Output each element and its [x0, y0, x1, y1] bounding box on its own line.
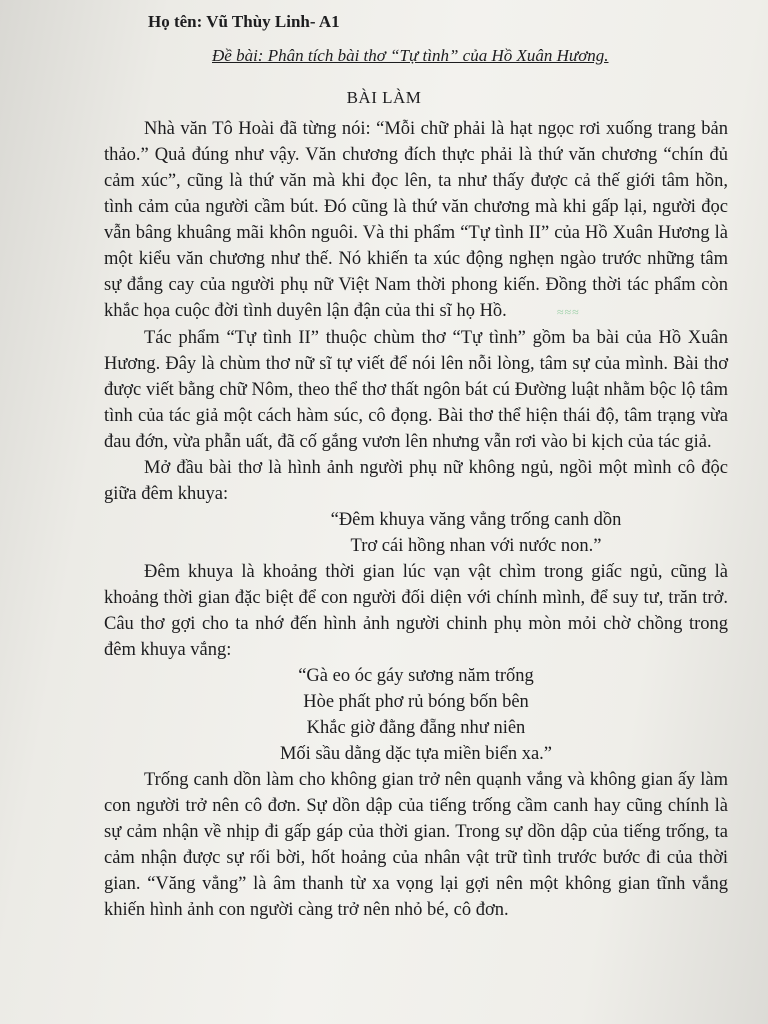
essay-subject: Đề bài: Phân tích bài thơ “Tự tình” của Hồ Xuân Hương.: [212, 46, 609, 65]
paragraph-intro-text: Nhà văn Tô Hoài đã từng nói: “Mỗi chữ phải là hạt ngọc rơi xuống trang bản thảo.” Quả đúng như vậy. Văn chương đích thực phải là thứ văn chương “chín đủ cảm xúc”, cũng là thứ văn mà khi đọc lên, ta như thấy được cả thế giới tâm hồn, tình cảm của người cầm bút. Đó cũng là thứ văn chương mà khi gấp lại, người đọc vẫn bâng khuâng mãi khôn nguôi. Và thi phẩm “Tự tình II” của Hồ Xuân Hương là một kiểu văn chương như thế. Nó khiến ta xúc động nghẹn ngào trước những tâm sự đắng cay của người phụ nữ Việt Nam thời phong kiến. Đồng thời tác phẩm còn khắc họa cuộc đời tình duyên lận đận của thi sĩ họ Hồ.: [104, 119, 728, 321]
page-title: BÀI LÀM: [346, 88, 422, 107]
verse-line: Trơ cái hồng nhan với nước non.”: [350, 535, 602, 556]
paragraph-context: Tác phẩm “Tự tình II” thuộc chùm thơ “Tự tình” gồm ba bài của Hồ Xuân Hương. Đây là chùm thơ nữ sĩ tự viết để nói lên nỗi lòng, tâm sự của mình. Bài thơ được viết bằng chữ Nôm, theo thể thơ thất ngôn bát cú Đường luật nhằm bộc lộ tâm tình của tác giả một cách hàm súc, cô đọng. Bài thơ thể hiện thái độ, tâm trạng vừa đau đớn, vừa phẫn uất, đã cố gắng vươn lên nhưng vẫn rơi vào bi kịch của tác giả.: [104, 327, 728, 452]
student-name-line: Họ tên: Vũ Thùy Linh- A1: [148, 12, 340, 31]
verse-line: Mối sầu dằng dặc tựa miền biển xa.”: [279, 743, 553, 764]
paragraph-opening: Mở đầu bài thơ là hình ảnh người phụ nữ không ngủ, ngồi một mình cô độc giữa đêm khuya:: [104, 457, 728, 504]
paragraph-drum: Trống canh dồn làm cho không gian trở nên quạnh vắng và không gian ấy làm con người trở nên cô đơn. Sự dồn dập của tiếng trống cầm canh hay cũng chính là sự cảm nhận về nhịp đi gấp gáp của thời gian. Trong sự dồn dập của tiếng trống, ta cảm nhận được sự rối bời, hốt hoảng của nhân vật trữ tình trước bước đi của thời gian. “Văng vẳng” là âm thanh từ xa vọng lại gợi nên một không gian tĩnh vắng khiến hình ảnh con người càng trở nên nhỏ bé, cô đơn.: [104, 769, 728, 920]
verse-line: Khắc giờ đằng đẵng như niên: [306, 717, 526, 738]
essay-body: [104, 116, 728, 923]
paragraph-night: Đêm khuya là khoảng thời gian lúc vạn vật chìm trong giấc ngủ, cũng là khoảng thời gian đặc biệt để con người đối diện với chính mình, để suy tư, trăn trở. Câu thơ gợi cho ta nhớ đến hình ảnh người chinh phụ mòn mỏi chờ chồng trong đêm khuya vắng:: [104, 561, 728, 660]
verse-line: Hòe phất phơ rủ bóng bốn bên: [303, 691, 529, 712]
paragraph-intro: [104, 116, 728, 325]
faint-watermark-stamp: ≈≈≈: [556, 304, 580, 319]
verse-line: “Gà eo óc gáy sương năm trống: [298, 665, 534, 686]
verse-line: “Đêm khuya văng vẳng trống canh dồn: [330, 509, 622, 530]
